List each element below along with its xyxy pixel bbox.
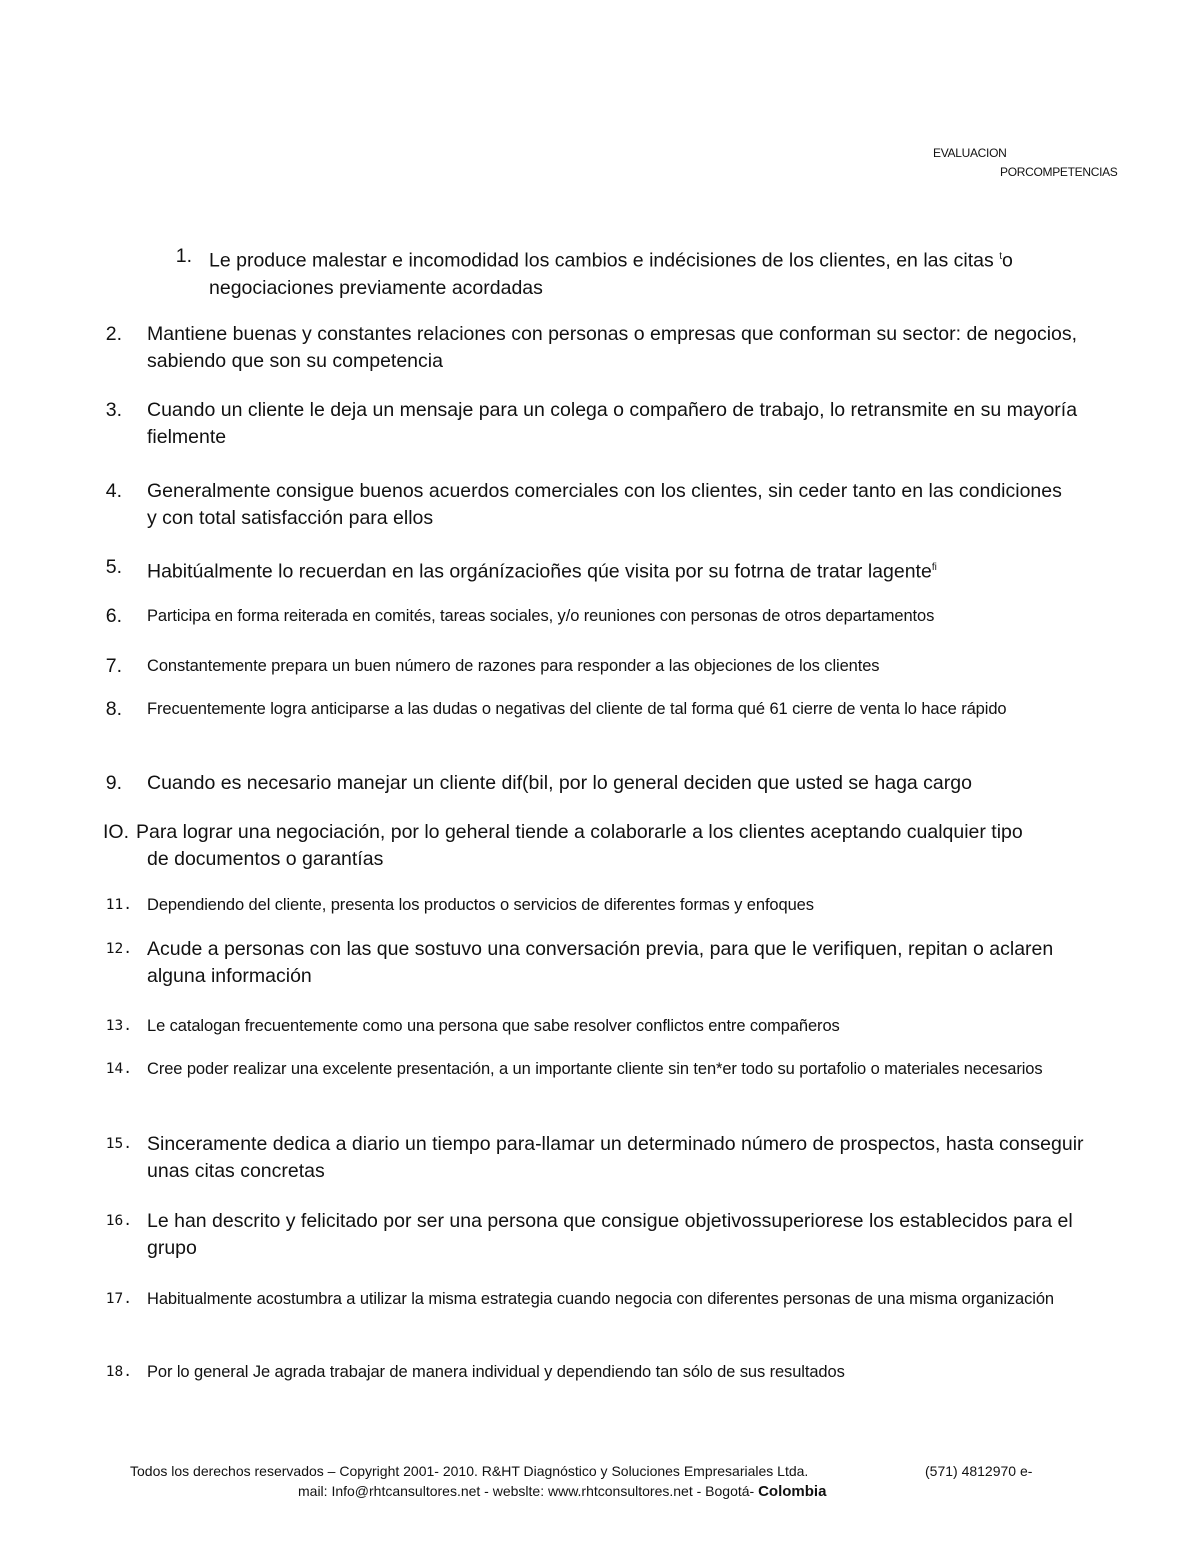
- item-text: Le han descrito y felicitado por ser una persona que consigue objetivossuperiorese los establecidos para el grupo: [147, 1210, 1073, 1259]
- item-text: Cuando es necesario manejar un cliente dif(bil, por lo general deciden que usted se haga cargo: [147, 772, 972, 794]
- item-text: Le catalogan frecuentemente como una persona que sabe resolver conflictos entre compañeros: [147, 1017, 840, 1035]
- item-number: 12.: [105, 941, 132, 957]
- footer-contact-text: mail: Info@rhtcansultores.net - webslte: www.rhtconsultores.net - Bogotá-: [298, 1483, 755, 1499]
- item-text: Habitualmente acostumbra a utilizar la misma estrategia cuando negocia con diferentes personas de una misma organización: [147, 1290, 1055, 1308]
- item-text: Mantiene buenas y constantes relaciones con personas o empresas que conforman su sector: de negocios, sabiendo que son su competencia: [147, 323, 1078, 372]
- item-text: Frecuentemente logra anticiparse a las dudas o negativas del cliente de tal forma qué 61 cierre de venta lo hace rápido: [147, 700, 1007, 718]
- item-number: 3.: [105, 399, 122, 421]
- item-number: 9.: [105, 772, 122, 794]
- item-text: Dependiendo del cliente, presenta los productos o servicios de diferentes formas y enfoques: [147, 896, 814, 914]
- footer-copyright: Todos los derechos reservados – Copyright 2001- 2010. R&HT Diagnóstico y Soluciones Empresariales Ltda.: [130, 1463, 809, 1479]
- item-number: 6.: [105, 605, 122, 627]
- item-text: Por lo general Je agrada trabajar de manera individual y dependiendo tan sólo de sus resultados: [147, 1363, 845, 1381]
- item-text: Constantemente prepara un buen número de razones para responder a las objeciones de los clientes: [147, 657, 880, 675]
- header-title-line2: PORCOMPETENCIAS: [1000, 165, 1118, 179]
- item-number: 14.: [105, 1061, 132, 1077]
- item-text: Habitúalmente lo recuerdan en las orgánízacioñes qúe visita por su fotrna de tratar lagente$^{fi}$: [147, 560, 937, 583]
- item-text: Participa en forma reiterada en comités, tareas sociales, y/o reuniones con personas de otros departamentos: [147, 607, 935, 625]
- item-number: 4.: [105, 480, 122, 502]
- item-number: 5.: [105, 556, 122, 578]
- item-text: Para lograr una negociación, por lo geheral tiende a colaborarle a los clientes aceptando cualquier tipo: [136, 821, 1023, 843]
- header-title-line1: EVALUACION: [933, 146, 1007, 160]
- item-number: 1.: [175, 245, 192, 267]
- item-number: 2.: [105, 323, 122, 345]
- item-text: Acude a personas con las que sostuvo una conversación previa, para que le verifiquen, repitan o aclaren alguna información: [147, 938, 1054, 987]
- item-text: Le produce malestar e incomodidad los cambios e indécisiones de los clientes, en las citas $^t$o negociaciones previamente acordadas: [209, 249, 1013, 299]
- item-number: 11.: [105, 897, 132, 913]
- footer-country: Colombia: [758, 1483, 827, 1500]
- item-text: Cree poder realizar una excelente presentación, a un importante cliente sin ten*er todo su portafolio o materiales necesarios: [147, 1060, 1043, 1078]
- footer-contact: [298, 1480, 826, 1503]
- item-text: Cuando un cliente le deja un mensaje para un colega o compañero de trabajo, lo retransmite en su mayoría fielmente: [147, 399, 1078, 448]
- item-text: Generalmente consigue buenos acuerdos comerciales con los clientes, sin ceder tanto en las condiciones y con total satisfacción para ellos: [147, 480, 1062, 529]
- item-number: 18.: [105, 1364, 132, 1380]
- item-number: 17.: [105, 1291, 132, 1307]
- item-number: IO.: [103, 821, 130, 843]
- item-text: Sinceramente dedica a diario un tiempo para-llamar un determinado número de prospectos, hasta conseguir unas citas concretas: [147, 1133, 1084, 1182]
- item-number: 8.: [105, 698, 122, 720]
- item-number: 13.: [105, 1018, 132, 1034]
- item-text-continuation: de documentos o garantías: [147, 848, 384, 870]
- item-number: 15.: [105, 1136, 132, 1152]
- item-number: 16.: [105, 1213, 132, 1229]
- item-number: 7.: [105, 655, 122, 677]
- footer-phone: (571) 4812970 e-: [925, 1463, 1033, 1479]
